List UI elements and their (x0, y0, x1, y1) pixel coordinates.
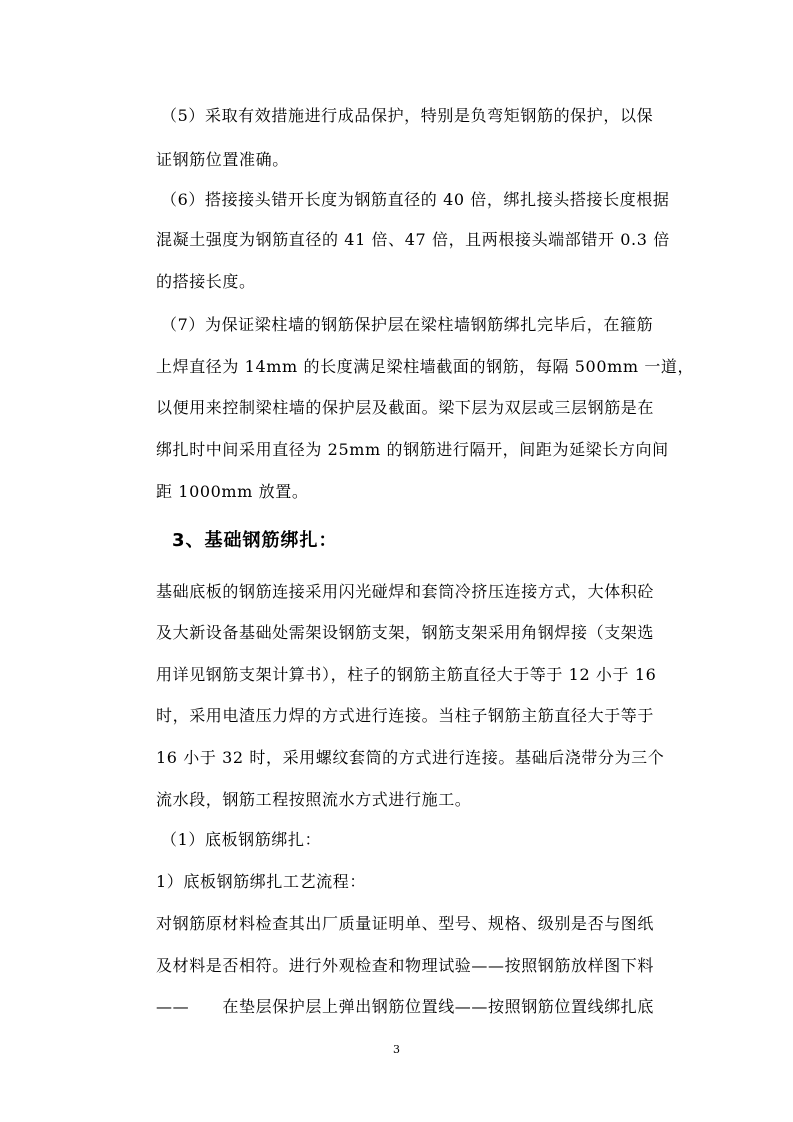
paragraph-line: 上焊直径为 14mm 的长度满足梁柱墙截面的钢筋，每隔 500mm 一道， (156, 357, 695, 376)
paragraph-line: 证钢筋位置准确。 (156, 150, 289, 169)
section-heading: 3、基础钢筋绑扎： (172, 530, 338, 551)
paragraph-line: 混凝土强度为钢筋直径的 41 倍、47 倍，且两根接头端部错开 0.3 倍 (156, 230, 670, 249)
paragraph-line: （5）采取有效措施进行成品保护，特别是负弯矩钢筋的保护，以保 (161, 106, 654, 125)
paragraph-line: 以便用来控制梁柱墙的保护层及截面。梁下层为双层或三层钢筋是在 (156, 398, 655, 417)
page-number: 3 (393, 1043, 400, 1056)
paragraph-line: 对钢筋原材料检查其出厂质量证明单、型号、规格、级别是否与图纸 (156, 914, 655, 933)
paragraph-line: —— 在垫层保护层上弹出钢筋位置线——按照钢筋位置线绑扎底 (156, 997, 655, 1016)
paragraph-line: 的搭接长度。 (156, 272, 256, 291)
paragraph-line: 16 小于 32 时，采用螺纹套筒的方式进行连接。基础后浇带分为三个 (156, 748, 665, 767)
paragraph-line: 距 1000mm 放置。 (156, 482, 309, 501)
paragraph-line: 用详见钢筋支架计算书），柱子的钢筋主筋直径大于等于 12 小于 16 (156, 665, 657, 684)
paragraph-line: 绑扎时中间采用直径为 25mm 的钢筋进行隔开，间距为延梁长方向间 (156, 440, 669, 459)
paragraph-line: 及大新设备基础处需架设钢筋支架，钢筋支架采用角钢焊接（支架选 (156, 623, 655, 642)
paragraph-line: 基础底板的钢筋连接采用闪光碰焊和套筒冷挤压连接方式，大体积砼 (156, 582, 655, 601)
subsection-heading: （1）底板钢筋绑扎： (161, 830, 322, 849)
subsection-heading: 1）底板钢筋绑扎工艺流程： (156, 872, 366, 891)
paragraph-line: 流水段，钢筋工程按照流水方式进行施工。 (156, 790, 472, 809)
paragraph-line: （6）搭接接头错开长度为钢筋直径的 40 倍，绑扎接头搭接长度根据 (161, 190, 670, 209)
paragraph-line: （7）为保证梁柱墙的钢筋保护层在梁柱墙钢筋绑扎完毕后，在箍筋 (161, 315, 654, 334)
paragraph-line: 及材料是否相符。进行外观检查和物理试验——按照钢筋放样图下料 (156, 956, 655, 975)
paragraph-line: 时，采用电渣压力焊的方式进行连接。当柱子钢筋主筋直径大于等于 (156, 706, 655, 725)
